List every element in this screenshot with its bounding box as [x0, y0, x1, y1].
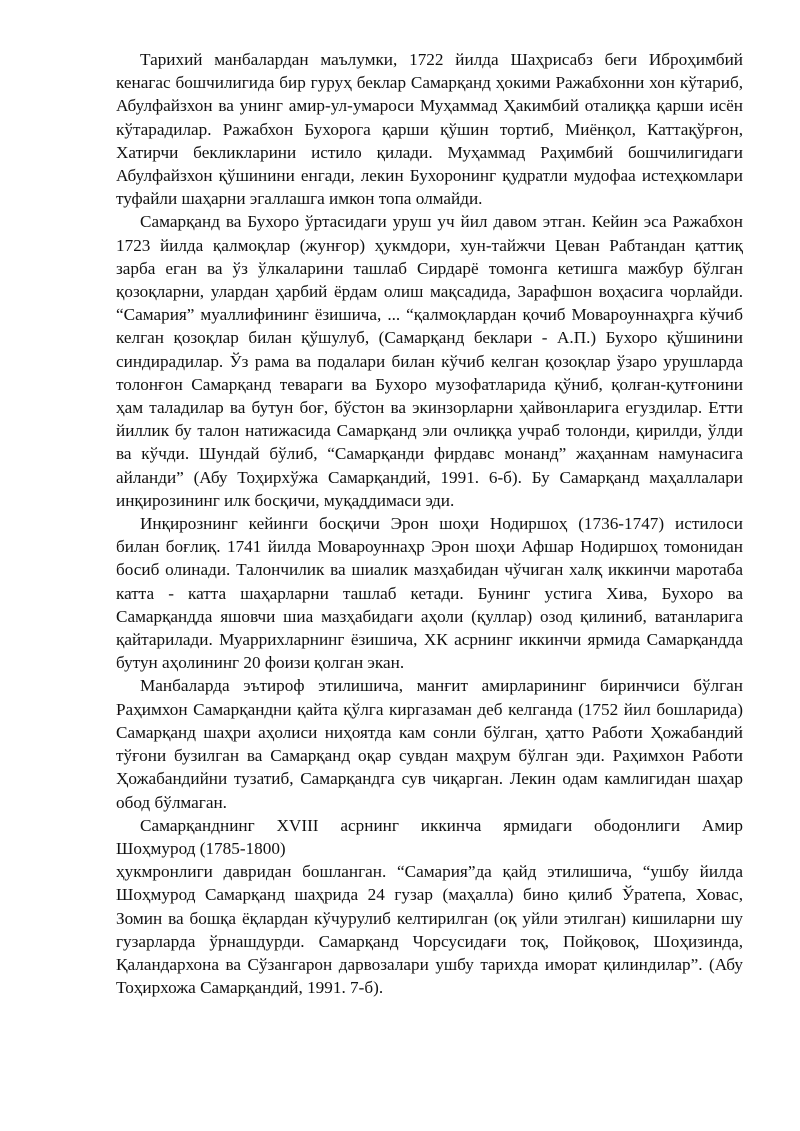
- paragraph-4: Манбаларда эътироф этилишича, манғит амирларининг биринчиси бўлган Раҳимхон Самарқандни қайта қўлга киргазаман деб келганда (1752 йил бошларида) Самарқанд шаҳри аҳолиси ниҳоятда кам сонли бўлган, ҳатто Работи Ҳожабандий тўғони бузилган ва Самарқанд оқар сувдан маҳрум бўлган эди. Раҳимхон Работи Ҳожабандийни тузатиб, Самарқандга сув чиқарган. Лекин одам камлигидан шаҳар обод бўлмаган.: [116, 676, 743, 812]
- document-page: [116, 48, 743, 999]
- paragraph-5-line-1: Самарқанднинг XVIII асрнинг иккинча ярмидаги ободонлиги Амир: [140, 815, 743, 835]
- paragraph-1: Тарихий манбалардан маълумки, 1722 йилда Шаҳрисабз беги Иброҳимбий кенагас бошчилигида бир гуруҳ беклар Самарқанд ҳокими Ражабхонни хон кўтариб, Абулфайзхон ва унинг амир-ул-умароси Муҳаммад Ҳакимбий оталиққа қарши исён кўтарадилар. Ражабхон Бухорога қарши қўшин тортиб, Миёнқол, Каттақўрғон, Хатирчи бекликларини истило қилади. Муҳаммад Раҳимбий бошчилигидаги Абулфайзхон қўшинини енгади, лекин Бухоронинг қудратли мудофаа истеҳкомлари туфайли шаҳарни эгаллашга имкон топа олмайди.: [116, 50, 743, 209]
- paragraph-3: Инқирознинг кейинги босқичи Эрон шоҳи Нодиршоҳ (1736-1747) истилоси билан боғлиқ. 1741 йилда Мовароуннаҳр Эрон шоҳи Афшар Нодиршоҳ томонидан босиб олинади. Талончилик ва шиалик мазҳабидан чўчиган халқ иккинчи маротаба катта - катта шаҳарларни ташлаб кетади. Бунинг устига Хива, Бухоро ва Самарқандда яшовчи шиа мазҳабидаги аҳоли (қуллар) озод қилиниб, ватанларига қайтарилади. Муаррихларнинг ёзишича, ХК асрнинг иккинчи ярмида Самарқандда бутун аҳолининг 20 фоизи қолган экан.: [116, 514, 743, 673]
- paragraph-5-continuation: ҳукмронлиги давридан бошланган. “Самария”да қайд этилишича, “ушбу йилда Шоҳмурод Самарқанд шаҳрида 24 гузар (маҳалла) бино қилиб Ўратепа, Ховас, Зомин ва бошқа ёқлардан кўчурулиб келтирилган (оқ уйли этилган) кишиларни шу гузарларда ўрнашдурди. Самарқанд Чорсусидағи тоқ, Пойқовоқ, Шоҳизинда, Қаландархона ва Сўзангарон дарвозалари ушбу тарихда иморат қилиндилар”. (Абу Тоҳирхожа Самарқандий, 1991. 7-б).: [116, 862, 743, 998]
- paragraph-2: Самарқанд ва Бухоро ўртасидаги уруш уч йил давом этган. Кейин эса Ражабхон 1723 йилда қалмоқлар (жунғор) ҳукмдори, хун-тайжчи Цеван Рабтандан қаттиқ зарба еган ва ўз ўлкаларини ташлаб Сирдарё томонга кетишга мажбур бўлган қозоқларни, улардан ҳарбий ёрдам олиш мақсадида, Зарафшон воҳасига чорлайди. “Самария” муаллифининг ёзишича, ... “қалмоқлардан қочиб Мовароуннаҳрга кўчиб келган қозоқлар билан қўшулуб, (Самарқанд беклари - А.П.) Бухоро қўшинини синдирадилар. Ўз рама ва подалари билан кўчиб келган қозоқлар ўзаро урушларда толонғон Самарқанд тевараги ва Бухоро музофатларида қўниб, қолған-қутғонини ҳам таладилар ва бутун боғ, бўстон ва экинзорларни ҳайвонларига егуздилар. Етти йиллик бу талон натижасида Самарқанд эли очлиққа учраб толонди, қирилди, ўлди ва кўчди. Шундай бўлиб, “Самарқанди фирдавс монанд” жаҳаннам намунасига айланди” (Абу Тоҳирхўжа Самарқандий, 1991. 6-б). Бу Самарқанд маҳаллалари инқирозининг илк босқичи, муқаддимаси эди.: [116, 212, 743, 510]
- paragraph-5-line-2: Шоҳмурод (1785-1800): [116, 838, 286, 858]
